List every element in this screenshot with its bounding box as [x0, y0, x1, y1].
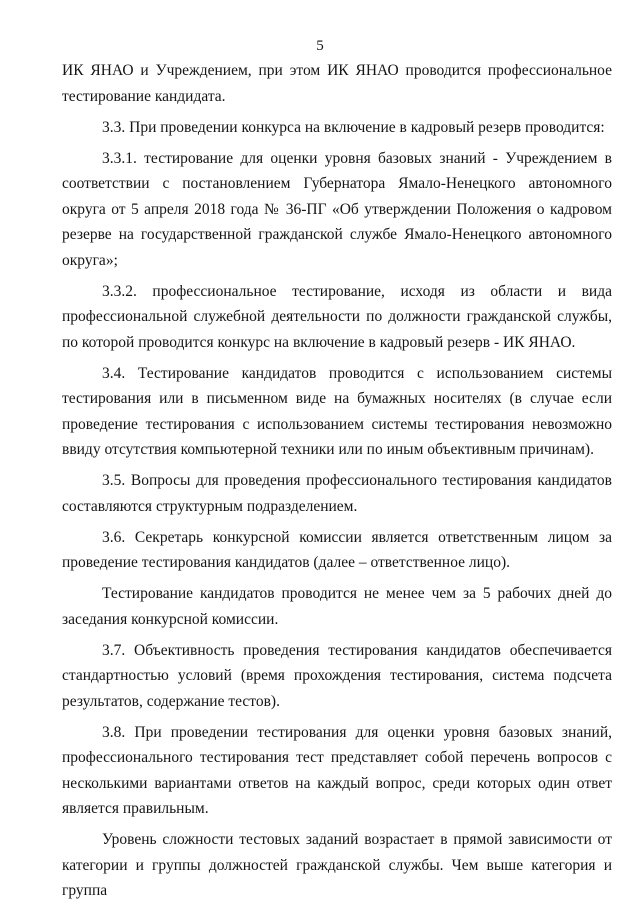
- paragraph-3-8: 3.8. При проведении тестирования для оценки уровня базовых знаний, профессионального тестирования тест представляет собой перечень вопросов с несколькими вариантами ответов на каждый вопрос, среди которых один ответ является правильным.: [62, 723, 612, 817]
- paragraph-3-7: 3.7. Объективность проведения тестирования кандидатов обеспечивается стандартностью условий (время прохождения тестирования, система подсчета результатов, содержание тестов).: [62, 641, 612, 710]
- paragraph-3-3-2: 3.3.2. профессиональное тестирование, исходя из области и вида профессиональной служебной деятельности по должности гражданской службы, по которой проводится конкурс на включение в кадровый резерв - ИК ЯНАО.: [62, 282, 612, 351]
- page-number: 5: [316, 38, 324, 54]
- paragraph-3-4: 3.4. Тестирование кандидатов проводится с использованием системы тестирования или в письменном виде на бумажных носителях (в случае если проведение тестирования с использованием системы тестирования невозможно ввиду отсутствия компьютерной техники или по иным объективным причинам).: [62, 364, 612, 458]
- paragraph-3-3-1: 3.3.1. тестирование для оценки уровня базовых знаний - Учреждением в соответствии с постановлением Губернатора Ямало-Ненецкого автономного округа от 5 апреля 2018 года № 36-ПГ «Об утверждении Положения о кадровом резерве на государственной гражданской службе Ямало-Ненецкого автономного округа»;: [62, 149, 612, 269]
- paragraph-difficulty-level: Уровень сложности тестовых заданий возрастает в прямой зависимости от категории и группы должностей гражданской службы. Чем выше категория и группа: [62, 831, 612, 899]
- document-body: [62, 58, 612, 909]
- paragraph-testing-deadline: Тестирование кандидатов проводится не менее чем за 5 рабочих дней до заседания конкурсной комиссии.: [62, 585, 612, 628]
- paragraph-3-3: 3.3. При проведении конкурса на включение в кадровый резерв проводится:: [102, 118, 605, 136]
- paragraph-3-5: 3.5. Вопросы для проведения профессионального тестирования кандидатов составляются структурным подразделением.: [62, 472, 612, 515]
- paragraph-continuation: ИК ЯНАО и Учреждением, при этом ИК ЯНАО проводится профессиональное тестирование кандидата.: [62, 62, 612, 105]
- paragraph-3-6: 3.6. Секретарь конкурсной комиссии является ответственным лицом за проведение тестирования кандидатов (далее – ответственное лицо).: [62, 528, 612, 571]
